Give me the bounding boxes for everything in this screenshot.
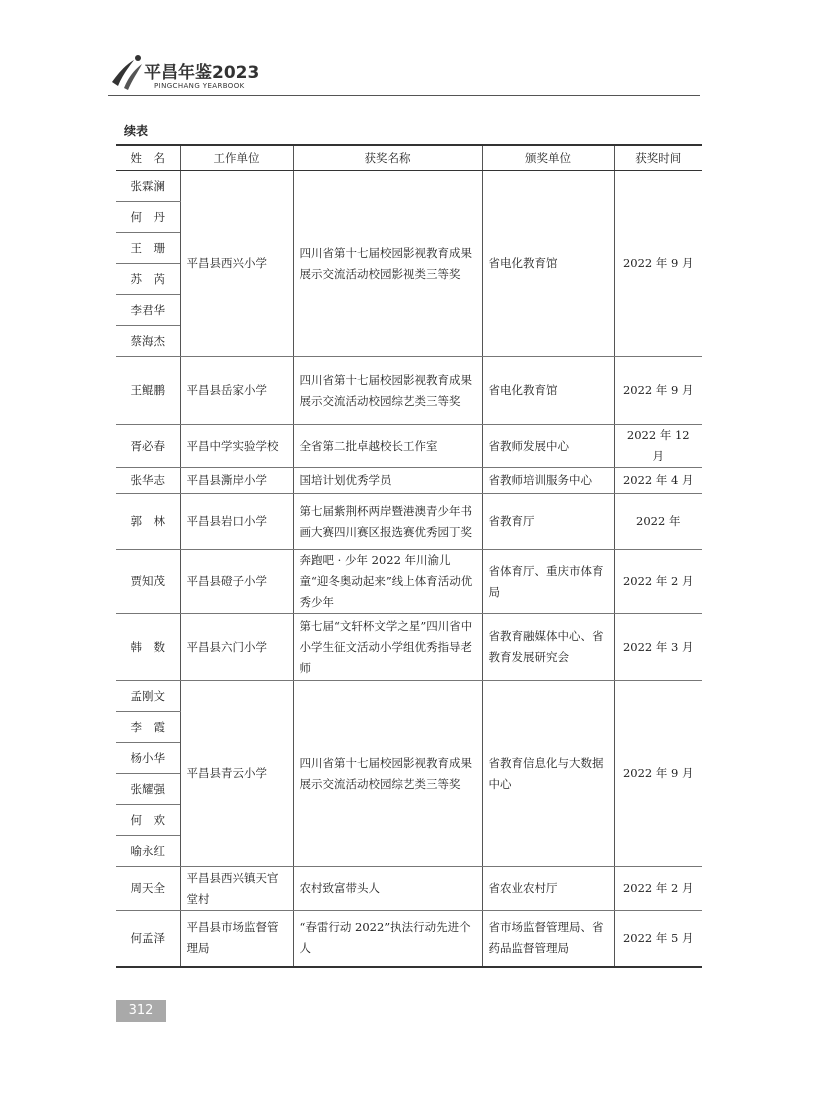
awardee-name: 杨小华 — [116, 743, 180, 774]
awardee-name: 张华志 — [116, 468, 180, 494]
issuing-body: 省电化教育馆 — [482, 171, 614, 357]
table-row — [116, 911, 702, 967]
work-unit: 平昌县磴子小学 — [180, 550, 293, 614]
yearbook-title: 平昌年鉴2023 — [144, 63, 260, 83]
award-name: “春雷行动 2022”执法行动先进个人 — [293, 911, 482, 967]
table-row — [116, 614, 702, 681]
table-row — [116, 468, 702, 494]
page-number: 312 — [116, 1000, 166, 1022]
work-unit: 平昌县西兴小学 — [180, 171, 293, 357]
award-time: 2022 年 3 月 — [614, 614, 702, 681]
table-row — [116, 357, 702, 425]
table-row — [116, 171, 702, 202]
award-time: 2022 年 9 月 — [614, 357, 702, 425]
work-unit: 平昌县西兴镇天官堂村 — [180, 867, 293, 911]
table-row — [116, 550, 702, 614]
issuing-body: 省教师培训服务中心 — [482, 468, 614, 494]
awardee-name: 苏 芮 — [116, 264, 180, 295]
table-caption: 续表 — [124, 124, 149, 138]
table-header-row — [116, 145, 702, 171]
award-name: 第七届“文轩杯文学之星”四川省中小学生征文活动小学组优秀指导老师 — [293, 614, 482, 681]
award-name: 四川省第十七届校园影视教育成果展示交流活动校园综艺类三等奖 — [293, 681, 482, 867]
award-time: 2022 年 5 月 — [614, 911, 702, 967]
header-rule — [108, 95, 700, 96]
award-time: 2022 年 12 月 — [614, 425, 702, 468]
award-name: 奔跑吧 · 少年 2022 年川渝儿童“迎冬奥动起来”线上体育活动优秀少年 — [293, 550, 482, 614]
column-header-issuer: 颁奖单位 — [482, 145, 614, 171]
award-time: 2022 年 4 月 — [614, 468, 702, 494]
award-time: 2022 年 9 月 — [614, 681, 702, 867]
award-time: 2022 年 9 月 — [614, 171, 702, 357]
awardee-name: 李 霞 — [116, 712, 180, 743]
table-row — [116, 867, 702, 911]
issuing-body: 省市场监督管理局、省药品监督管理局 — [482, 911, 614, 967]
table-row — [116, 681, 702, 712]
column-header-time: 获奖时间 — [614, 145, 702, 171]
issuing-body: 省教育融媒体中心、省教育发展研究会 — [482, 614, 614, 681]
work-unit: 平昌县市场监督管理局 — [180, 911, 293, 967]
column-header-name: 姓 名 — [116, 145, 180, 171]
work-unit: 平昌县岩口小学 — [180, 494, 293, 550]
award-time: 2022 年 2 月 — [614, 550, 702, 614]
award-name: 四川省第十七届校园影视教育成果展示交流活动校园影视类三等奖 — [293, 171, 482, 357]
award-name: 农村致富带头人 — [293, 867, 482, 911]
awardee-name: 胥必春 — [116, 425, 180, 468]
column-header-unit: 工作单位 — [180, 145, 293, 171]
column-header-award: 获奖名称 — [293, 145, 482, 171]
awardee-name: 蔡海杰 — [116, 326, 180, 357]
award-name: 四川省第十七届校园影视教育成果展示交流活动校园综艺类三等奖 — [293, 357, 482, 425]
awardee-name: 孟刚文 — [116, 681, 180, 712]
issuing-body: 省农业农村厅 — [482, 867, 614, 911]
awardee-name: 李君华 — [116, 295, 180, 326]
awardee-name: 贾知茂 — [116, 550, 180, 614]
award-time: 2022 年 2 月 — [614, 867, 702, 911]
issuing-body: 省电化教育馆 — [482, 357, 614, 425]
awardee-name: 王 珊 — [116, 233, 180, 264]
work-unit: 平昌县澌岸小学 — [180, 468, 293, 494]
awardee-name: 周天全 — [116, 867, 180, 911]
table-row — [116, 425, 702, 468]
issuing-body: 省教育厅 — [482, 494, 614, 550]
award-time: 2022 年 — [614, 494, 702, 550]
page-header — [108, 52, 700, 96]
work-unit: 平昌县青云小学 — [180, 681, 293, 867]
awardee-name: 韩 数 — [116, 614, 180, 681]
award-name: 国培计划优秀学员 — [293, 468, 482, 494]
award-name: 第七届紫荆杯两岸暨港澳青少年书画大赛四川赛区报选赛优秀园丁奖 — [293, 494, 482, 550]
awardee-name: 郭 林 — [116, 494, 180, 550]
awardee-name: 王鲲鹏 — [116, 357, 180, 425]
awardee-name: 喻永红 — [116, 836, 180, 867]
awardee-name: 张霖澜 — [116, 171, 180, 202]
yearbook-subtitle: PINGCHANG YEARBOOK — [154, 82, 245, 90]
award-name: 全省第二批卓越校长工作室 — [293, 425, 482, 468]
issuing-body: 省体育厅、重庆市体育局 — [482, 550, 614, 614]
work-unit: 平昌中学实验学校 — [180, 425, 293, 468]
work-unit: 平昌县六门小学 — [180, 614, 293, 681]
issuing-body: 省教师发展中心 — [482, 425, 614, 468]
work-unit: 平昌县岳家小学 — [180, 357, 293, 425]
awardee-name: 张耀强 — [116, 774, 180, 805]
award-table — [116, 144, 702, 968]
awardee-name: 何 丹 — [116, 202, 180, 233]
issuing-body: 省教育信息化与大数据中心 — [482, 681, 614, 867]
awardee-name: 何 欢 — [116, 805, 180, 836]
awardee-name: 何孟泽 — [116, 911, 180, 967]
table-row — [116, 494, 702, 550]
